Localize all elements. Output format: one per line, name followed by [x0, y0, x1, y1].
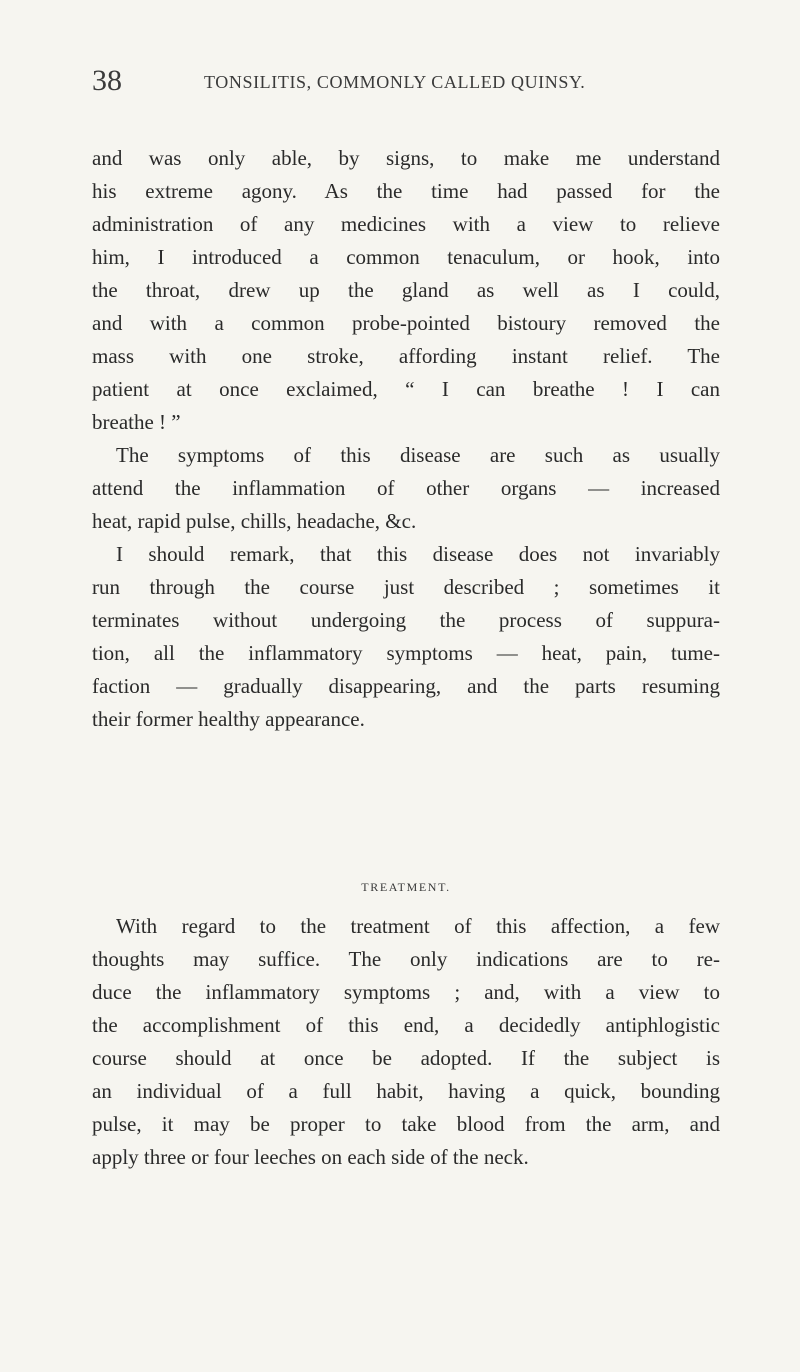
text-line: the throat, drew up the gland as well as I could,: [92, 278, 720, 302]
text-line: patient at once exclaimed, “ I can breathe ! I can: [92, 377, 720, 401]
text-line: run through the course just described ; sometimes it: [92, 575, 720, 599]
page-number: 38: [92, 64, 122, 97]
text-line: terminates without undergoing the process of suppura-: [92, 608, 720, 632]
text-line: and was only able, by signs, to make me understand: [92, 146, 720, 170]
paragraph-continuation: [92, 142, 720, 439]
text-line: apply three or four leeches on each side of the neck.: [92, 1145, 529, 1169]
text-line: administration of any medicines with a view to relieve: [92, 212, 720, 236]
text-line: and with a common probe-pointed bistoury removed the: [92, 311, 720, 335]
paragraph-treatment: [92, 910, 720, 1174]
body-text-upper: [92, 142, 720, 736]
text-line: an individual of a full habit, having a quick, bounding: [92, 1079, 720, 1103]
body-text-lower: [92, 910, 720, 1174]
text-line: course should at once be adopted. If the subject is: [92, 1046, 720, 1070]
text-line: With regard to the treatment of this affection, a few: [116, 914, 720, 938]
text-line: him, I introduced a common tenaculum, or hook, into: [92, 245, 720, 269]
text-line: the accomplishment of this end, a decidedly antiphlogistic: [92, 1013, 720, 1037]
text-line: his extreme agony. As the time had passed for the: [92, 179, 720, 203]
text-line: thoughts may suffice. The only indications are to re-: [92, 947, 720, 971]
text-line: their former healthy appearance.: [92, 707, 365, 731]
text-line: attend the inflammation of other organs — increased: [92, 476, 720, 500]
text-line: I should remark, that this disease does not invariably: [116, 542, 720, 566]
text-line: pulse, it may be proper to take blood from the arm, and: [92, 1112, 720, 1136]
text-line: faction — gradually disappearing, and the parts resuming: [92, 674, 720, 698]
section-heading-treatment: TREATMENT.: [361, 880, 451, 894]
text-line: duce the inflammatory symptoms ; and, with a view to: [92, 980, 720, 1004]
paragraph-symptoms: [92, 439, 720, 538]
paragraph-remark: [92, 538, 720, 736]
text-line: mass with one stroke, affording instant relief. The: [92, 344, 720, 368]
running-head: TONSILITIS, COMMONLY CALLED QUINSY.: [204, 72, 586, 92]
text-line: heat, rapid pulse, chills, headache, &c.: [92, 509, 417, 533]
text-line: breathe ! ”: [92, 410, 181, 434]
text-line: tion, all the inflammatory symptoms — heat, pain, tume-: [92, 641, 720, 665]
page-header: [92, 64, 712, 104]
text-line: The symptoms of this disease are such as usually: [116, 443, 720, 467]
